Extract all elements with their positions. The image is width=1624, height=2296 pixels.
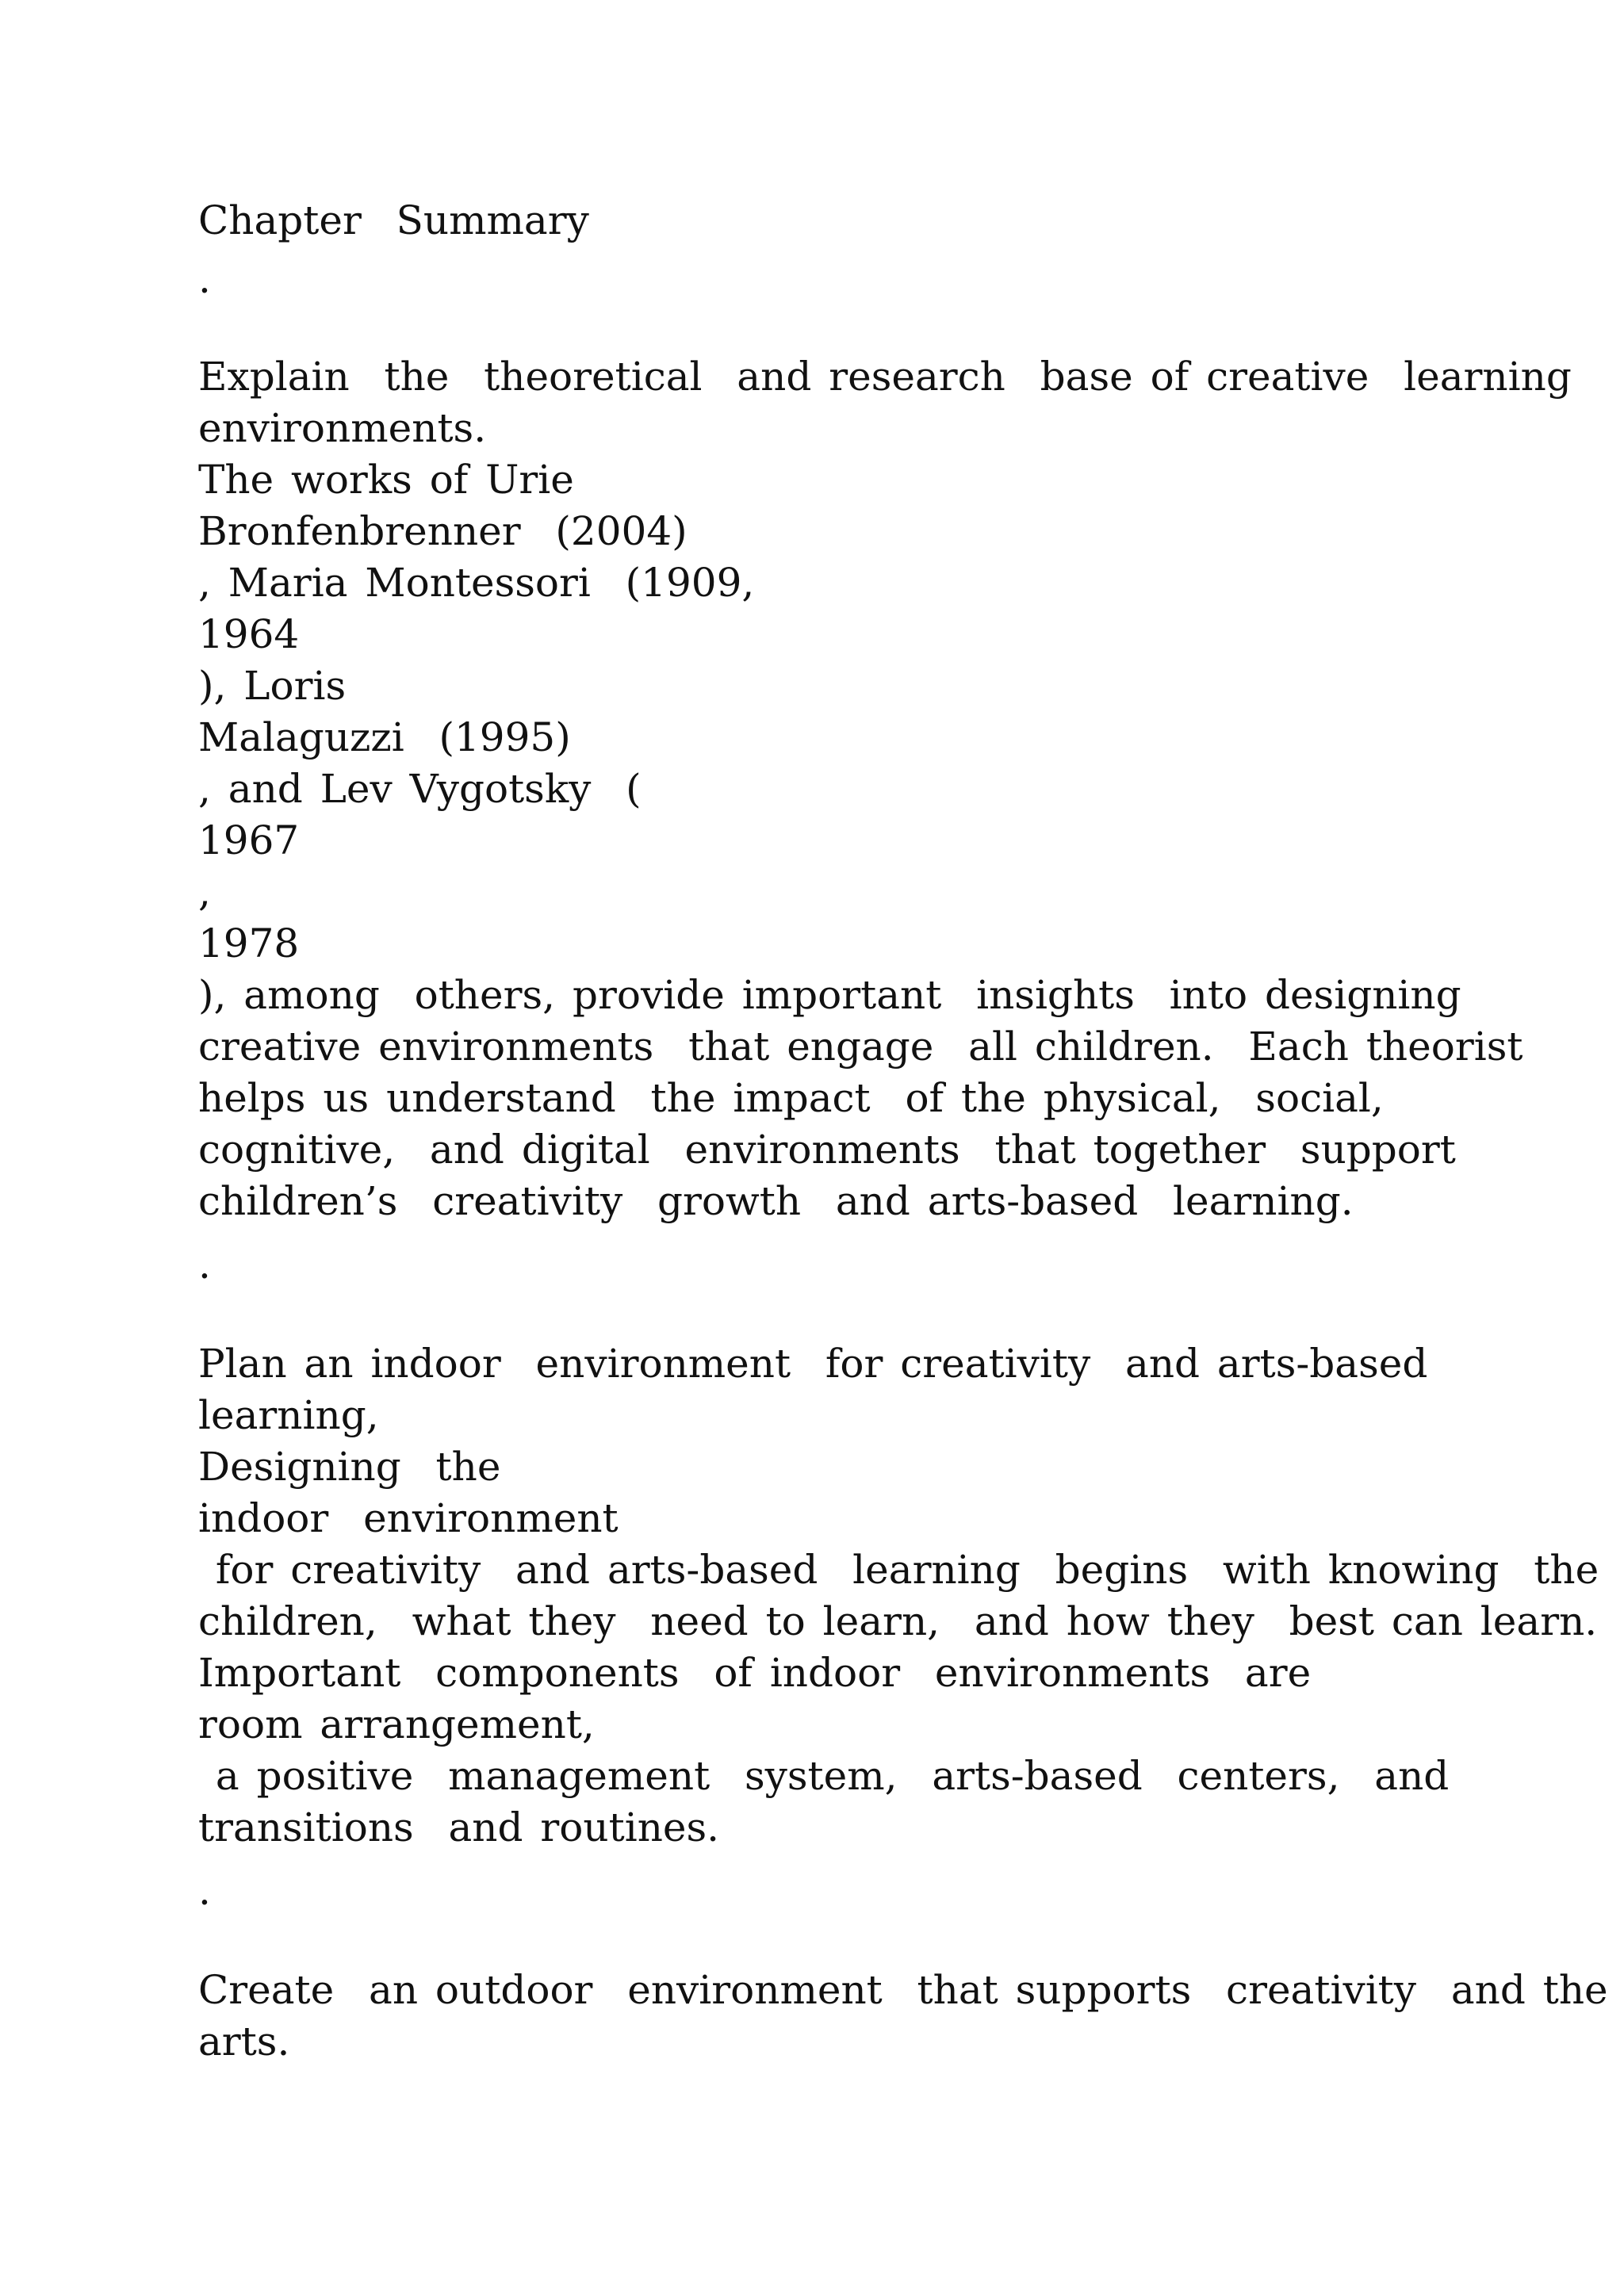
section-1-line-4: Bronfenbrenner (2004) — [198, 508, 688, 554]
section-1-line-15: helps us understand the impact of the physical, social, — [198, 1075, 1384, 1121]
section-2-line-3: Designing the — [198, 1444, 501, 1490]
section-2-line-9: a positive management system, arts-based centers, and — [198, 1753, 1450, 1799]
section-3-line-1: Create an outdoor environment that supports creativity and the — [198, 1967, 1608, 2013]
section-1-line-11: , — [198, 869, 211, 915]
section-2-line-2: learning, — [198, 1392, 379, 1438]
section-2-bullet-marker: . — [198, 1242, 211, 1288]
page-title: Chapter Summary — [198, 197, 589, 243]
section-2-line-5: for creativity and arts-based learning begins with knowing the — [198, 1547, 1599, 1593]
section-1-line-1: Explain the theoretical and research base of creative learning — [198, 354, 1572, 400]
section-2-line-7: Important components of indoor environments are — [198, 1650, 1312, 1696]
section-1-line-16: cognitive, and digital environments that together support — [198, 1127, 1456, 1173]
section-3-bullet-marker: . — [198, 1868, 211, 1914]
section-1-line-14: creative environments that engage all children. Each theorist — [198, 1024, 1523, 1070]
section-1-line-12: 1978 — [198, 920, 300, 966]
section-1-line-3: The works of Urie — [198, 457, 574, 503]
section-1-line-8: Malaguzzi (1995) — [198, 714, 571, 760]
section-2-line-4: indoor environment — [198, 1495, 619, 1541]
section-1-line-2: environments. — [198, 405, 487, 451]
section-1-line-17: children’s creativity growth and arts-based learning. — [198, 1178, 1354, 1224]
section-1-line-7: ), Loris — [198, 663, 347, 709]
section-3-line-2: arts. — [198, 2019, 290, 2064]
section-1-line-6: 1964 — [198, 611, 300, 657]
section-1-line-13: ), among others, provide important insights into designing — [198, 972, 1461, 1018]
section-2-line-1: Plan an indoor environment for creativity and arts-based — [198, 1341, 1428, 1387]
section-1-line-9: , and Lev Vygotsky ( — [198, 766, 642, 812]
section-2-line-6: children, what they need to learn, and how they best can learn. — [198, 1598, 1598, 1644]
section-1-line-5: , Maria Montessori (1909, — [198, 560, 755, 606]
section-2-line-8: room arrangement, — [198, 1701, 595, 1747]
section-1-line-10: 1967 — [198, 817, 300, 863]
section-1-bullet-marker: . — [198, 256, 211, 302]
section-2-line-10: transitions and routines. — [198, 1804, 720, 1850]
